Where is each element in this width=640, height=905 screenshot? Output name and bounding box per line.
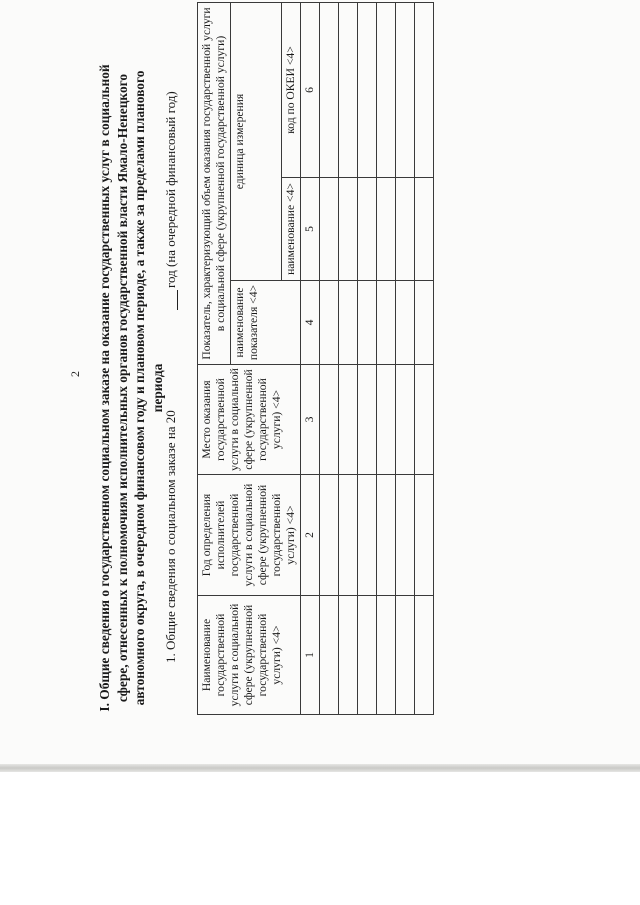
table-cell: [358, 475, 377, 596]
table-cell: [339, 475, 358, 596]
col-header-year: Год определения исполнителей государственной услуги в социальной сфере (укрупненной государственной услуги) <4>: [198, 475, 301, 596]
blank-area: [0, 772, 640, 905]
page-number: 2: [68, 371, 82, 377]
table-cell: [339, 3, 358, 178]
col-header-place: Место оказания государственной услуги в социальной сфере (укрупненной государственной услуги) <4>: [198, 365, 301, 475]
table-cell: [377, 365, 396, 475]
year-blank-line: [163, 290, 178, 310]
table-cell: [396, 281, 415, 365]
table-cell: [358, 596, 377, 715]
table-cell: [358, 3, 377, 178]
table-cell: [339, 281, 358, 365]
table-cell: [415, 281, 434, 365]
table-cell: [415, 596, 434, 715]
subheading-suffix: год (на очередной финансовый год): [163, 91, 178, 288]
column-number: 1: [301, 596, 320, 715]
column-number-row: [301, 3, 320, 715]
col-header-unit-group: единица измерения: [231, 3, 282, 281]
table-row: [396, 3, 415, 715]
column-number: 6: [301, 3, 320, 178]
table-cell: [415, 475, 434, 596]
table-cell: [377, 178, 396, 281]
table-cell: [320, 365, 339, 475]
table-cell: [339, 596, 358, 715]
table-body: [320, 3, 434, 715]
column-number: 2: [301, 475, 320, 596]
column-number: 4: [301, 281, 320, 365]
table-row: [358, 3, 377, 715]
table-cell: [320, 178, 339, 281]
col-header-indicator-name: наименование показателя <4>: [231, 281, 301, 365]
table-cell: [320, 475, 339, 596]
table-cell: [415, 178, 434, 281]
table-row: [415, 3, 434, 715]
social-order-table: [197, 2, 434, 715]
table-cell: [396, 3, 415, 178]
table-cell: [377, 475, 396, 596]
table-cell: [396, 178, 415, 281]
table-cell: [358, 178, 377, 281]
table-cell: [396, 475, 415, 596]
table-cell: [415, 3, 434, 178]
col-header-unit-name: наименование <4>: [282, 178, 301, 281]
table-cell: [320, 3, 339, 178]
table-cell: [320, 596, 339, 715]
table-cell: [358, 365, 377, 475]
table-row: [339, 3, 358, 715]
table-cell: [396, 365, 415, 475]
table-row: [320, 3, 339, 715]
table-row: [377, 3, 396, 715]
col-header-service-name: Наименование государственной услуги в социальной сфере (укрупненной государственной услуги) <4>: [198, 596, 301, 715]
table-cell: [339, 178, 358, 281]
table-cell: [377, 596, 396, 715]
section-heading: I. Общие сведения о государственном социальном заказе на оказание государственных услуг в социальной сфере, отнесенных к полномочиям исполнительных органов государственной власти Ямало-Ненецкого автономного округа, в очередном финансовом году и плановом периоде, а также за пределами планового периода: [97, 64, 165, 712]
column-number: 5: [301, 178, 320, 281]
table-cell: [320, 281, 339, 365]
table-cell: [377, 281, 396, 365]
col-header-okei-code: код по ОКЕИ <4>: [282, 3, 301, 178]
table-cell: [339, 365, 358, 475]
table-cell: [396, 596, 415, 715]
table-cell: [358, 281, 377, 365]
subheading-prefix: 1. Общие сведения о социальном заказе на 20: [163, 410, 178, 663]
table-cell: [377, 3, 396, 178]
column-number: 3: [301, 365, 320, 475]
col-header-indicator-group: Показатель, характеризующий объем оказания государственной услуги в социальной сфере (укрупненной государственной услуги): [198, 3, 231, 365]
table-cell: [415, 365, 434, 475]
